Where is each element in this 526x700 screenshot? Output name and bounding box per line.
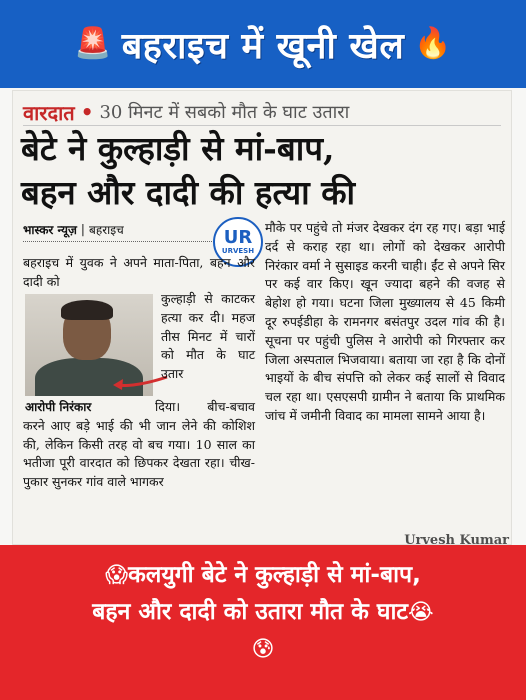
strap-text: 30 मिनट में सबको मौत के घाट उतारा [99,102,350,123]
bottom-line-2 [10,594,516,631]
fire-icon: 🔥 [414,26,452,61]
article-left-side: कुल्हाड़ी से काटकर हत्या कर दी। महज तीस मिनट में चारों को मौत के घाट उतार [161,291,255,382]
article-left-top: बहराइच में युवक ने अपने माता-पिता, बहन और दादी को [23,255,255,289]
photo-hair [61,300,113,320]
headline-line-2: बहन और दादी की हत्या की [21,173,356,212]
strap-line [23,97,501,127]
watermark: Urvesh Kumar [404,533,509,545]
arrow-icon [109,373,169,393]
bottom-line-1 [10,557,516,594]
siren-icon: 🚨 [74,26,112,61]
anxious-face-icon: 😰 [251,637,275,662]
top-banner [0,0,526,88]
newspaper-clipping [12,90,512,545]
logo-mark: UR [223,227,253,248]
bottom-text-2: बहन और दादी को उतारा मौत के घाट [92,599,408,625]
banner-title: बहराइच में खूनी खेल [121,25,405,67]
strap-label: वारदात [23,100,75,125]
headline-line-1: बेटे ने कुल्हाड़ी से मां-बाप, [21,129,335,168]
headline [21,127,505,215]
strap-divider [23,125,501,126]
bottom-banner [0,545,526,700]
byline-place: बहराइच [88,222,124,237]
crying-face-icon: 😭 [408,600,434,625]
article-left-bottom: दिया। बीच-बचाव करने आए बड़े भाई की भी जान लेने की कोशिश की, लेकिन किसी तरह वो बच गया। 10 साल का भतीजा पूरी वारदात को छिपकर देखता रहा। चीख-पुकार सुनकर गांव वाले भागकर [23,399,255,490]
logo-name: URVESH [221,247,255,255]
byline-separator: | [80,222,85,236]
shocked-face-icon: 😱 [105,563,129,588]
byline-source: भास्कर न्यूज़ [23,222,77,237]
bottom-line-3 [10,631,516,668]
article-right-column: मौके पर पहुंचे तो मंजर देखकर दंग रह गए। बड़ा भाई दर्द से कराह रहा था। लोगों को देखकर आरोपी निरंकार वर्मा ने सुसाइड करनी चाही। ईंट से अपने सिर पर कई वार किए। खून ज्यादा बहने की वजह से बेहोश हो गया। घटना जिला मुख्यालय से 45 किमी दूर रुपईडीहा के रामनगर बसंतपुर उदल गांव की है। सूचना पर पहुंची पुलिस ने आरोपी को गिरफ्तार कर जिला अस्पताल भिजवाया। बताया जा रहा है कि दोनों भाइयों के बीच संपत्ति को लेकर कई सालों से विवाद चल रहा था। एसएसपी ग्रामीन ने बताया कि प्राथमिक जांच में जमीनी विवाद का मामला सामने आया है। [265,220,505,423]
bottom-text-1: कलयुगी बेटे ने कुल्हाड़ी से मां-बाप, [128,562,421,588]
strap-dot: • [80,100,94,124]
photo-caption: आरोपी निरंकार [25,400,92,414]
